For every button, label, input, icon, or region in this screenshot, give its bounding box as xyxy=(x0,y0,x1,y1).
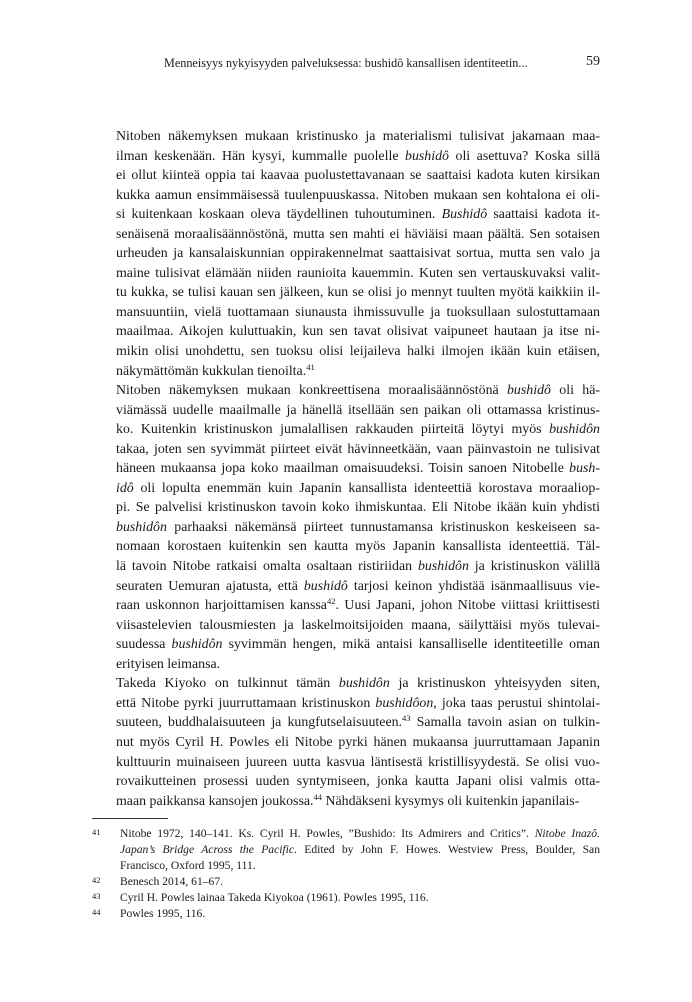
footnote-line: Benesch 2014, 61–67. xyxy=(120,875,224,889)
text-line: pi. Se palvelisi kristinuskon tavoin koko ihmiskuntaa. Eli Nitobe ikään kuin yhdisti xyxy=(116,500,600,516)
text-line: suudessa bushidôn syvimmän hengen, mikä antaisi kansalliselle identiteetille oman xyxy=(116,637,601,653)
footnote-number: 44 xyxy=(92,907,101,918)
text-line: näkymättömän kukkulan tienoilta.$^{41}$ xyxy=(116,361,315,379)
text-line: bushidôn parhaaksi näkemänsä piirteet tunnustamansa kristinuskon keskeiseen sa- xyxy=(116,519,600,535)
text-line: Nitoben näkemyksen mukaan konkreettisena moraalisäännöstönä bushidô oli hä- xyxy=(116,383,600,399)
footnote-line: Japan’s Bridge Across the Pacific. Edited by John F. Howes. Westview Press, Boulder, San xyxy=(120,843,600,857)
page-number: 59 xyxy=(586,54,600,69)
paragraph-1 xyxy=(92,127,600,381)
text-line: viämässä uudelle maailmalle ja hänellä itsellään sen paikan oli ottamassa kristinus- xyxy=(116,402,600,418)
text-line: seuraten Uemuran ajatusta, että bushidô tarjosi keinon yhdistää isänmaallisuus vie- xyxy=(116,578,600,594)
text-line: Nitoben näkemyksen mukaan kristinusko ja materialismi tulisivat jakamaan maa- xyxy=(116,129,600,144)
text-line: mikin olisi unohdettu, sen tuoksu olisi leijaileva halki ilmojen ikään kuin etäisen, xyxy=(116,344,600,360)
text-line: kukka aamun ensimmäisessä tuulenpuuskassa. Nitoben mukaan sen kohtalona ei oli- xyxy=(116,187,600,203)
footnote-ref: 44 xyxy=(313,791,323,802)
footnotes xyxy=(92,826,600,923)
running-header xyxy=(92,54,600,74)
text-line: idô oli lopulta enemmän kuin Japanin kansallista identeettiä korostava moraaliop- xyxy=(116,480,600,496)
text-line: rovaikutteinen prosessi uuden syntymiseen, jonka kautta Japani olisi valmis otta- xyxy=(116,774,600,790)
text-line: senäisenä moraalisäännöstönä, mutta sen mahti ei häviäisi maan päältä. Sen sotaisen xyxy=(116,226,600,242)
text-line: erityisen leimansa. xyxy=(116,656,221,672)
text-line: mansuuntiin, vielä tuottamaan siunausta ihmissuvulle ja tuoksullaan sulostuttamaan xyxy=(116,304,600,320)
footnote-42 xyxy=(92,874,600,890)
text-line: ei ollut kiinteä oppia tai kaavaa puolustettavanaan se saattaisi kadota kuten kirsikan xyxy=(116,168,600,184)
footnote-line: Cyril H. Powles lainaa Takeda Kiyokoa (1961). Powles 1995, 116. xyxy=(120,891,429,905)
text-line: urheuden ja kansalaiskunnian oppirakennelmat saattaisivat sortua, mutta sen valo ja xyxy=(116,246,600,262)
text-line: maan paikkansa kansojen joukossa.$^{44}$ Nähdäkseni kysymys oli kuitenkin japanilais- xyxy=(116,791,580,809)
text-line: tu kukka, se tulisi kauan sen jälkeen, kun se olisi jo mennyt tuulten myötä kaikkiin il- xyxy=(116,285,600,301)
text-line: maine tulisivat elämään niiden raunioita kauemmin. Kuten sen vertauskuvaksi valit- xyxy=(116,265,600,281)
text-line: että Nitobe pyrki juurruttamaan kristinuskon bushidôon, joka taas perustui shintolai- xyxy=(116,695,600,711)
footnote-ref: 41 xyxy=(306,361,315,372)
text-line: maailmaa. Aikojen kuluttuakin, kun sen tavat olisivat vaipuneet hautaan ja itse ni- xyxy=(116,324,600,340)
text-line: viisastelevien talousmiesten ja laskelmoitsijoiden maana, säilyttäisi myös tulevai- xyxy=(116,617,600,633)
text-line: häneen mukaansa jopa koko maailman omaisuudeksi. Toisin sanoen Nitobelle bush- xyxy=(116,461,600,477)
footnote-line: Francisco, Oxford 1995, 111. xyxy=(120,859,256,873)
footnote-number: 42 xyxy=(92,875,101,886)
text-line: Takeda Kiyoko on tulkinnut tämän bushidôn ja kristinuskon yhteisyyden siten, xyxy=(116,676,600,692)
text-line: ilman keskenään. Hän kysyi, kummalle puolelle bushidô oli asettuva? Koska sillä xyxy=(116,148,600,164)
footnote-divider xyxy=(92,818,168,819)
paragraph-3 xyxy=(92,674,600,811)
footnote-number: 41 xyxy=(92,827,101,837)
text-line: kulttuurin muinaiseen juureen uutta kasvua läntisestä kristillisyydestä. Se olisi vuo- xyxy=(116,754,600,770)
footnote-43 xyxy=(92,890,600,906)
running-title: Menneisyys nykyisyyden palveluksessa: bushidô kansallisen identiteetin... xyxy=(164,56,528,70)
text-line: lä tavoin Nitobe ratkaisi omalta osaltaan ristiriidan bushidôn ja kristinuskon välillä xyxy=(116,559,600,575)
text-line: raan uskonnon harjoittamisen kanssa$^{42}$. Uusi Japani, johon Nitobe viittasi kriittisesti xyxy=(116,596,600,614)
footnote-number: 43 xyxy=(92,891,101,902)
text-line: si kuitenkaan koskaan oleva täydellinen tuhoutuminen. Bushidô saattaisi kadota it- xyxy=(116,207,600,223)
text-line: ko. Kuitenkin kristinuskon jumalallisen rakkauden piirteitä löytyi myös bushidôn xyxy=(116,422,600,438)
footnote-line: Powles 1995, 116. xyxy=(120,907,206,921)
body-text xyxy=(92,127,600,811)
footnote-41 xyxy=(92,826,600,874)
footnote-ref: 42 xyxy=(326,596,336,607)
footnote-line: Nitobe 1972, 140–141. Ks. Cyril H. Powles, ”Bushido: Its Admirers and Critics”. Nitobe Inazô. xyxy=(120,827,600,840)
footnote-ref: 43 xyxy=(402,713,411,724)
paragraph-2 xyxy=(92,381,600,674)
text-line: takaa, joten sen syvimmät piirteet eivät hävinneetkään, vaan päinvastoin ne tulisivat xyxy=(116,441,600,457)
text-line: nomaan korostaen kuitenkin sen kautta myös Japanin kansallista identeettiä. Täl- xyxy=(116,539,600,555)
text-line: suuteen, buddhalaisuuteen ja kungfutselaisuuteen.$^{43}$ Samalla tavoin asian on tulkin- xyxy=(116,713,600,731)
text-line: nut myös Cyril H. Powles eli Nitobe pyrki hänen mukaansa juurruttamaan Japanin xyxy=(116,734,600,750)
footnote-44 xyxy=(92,906,600,922)
